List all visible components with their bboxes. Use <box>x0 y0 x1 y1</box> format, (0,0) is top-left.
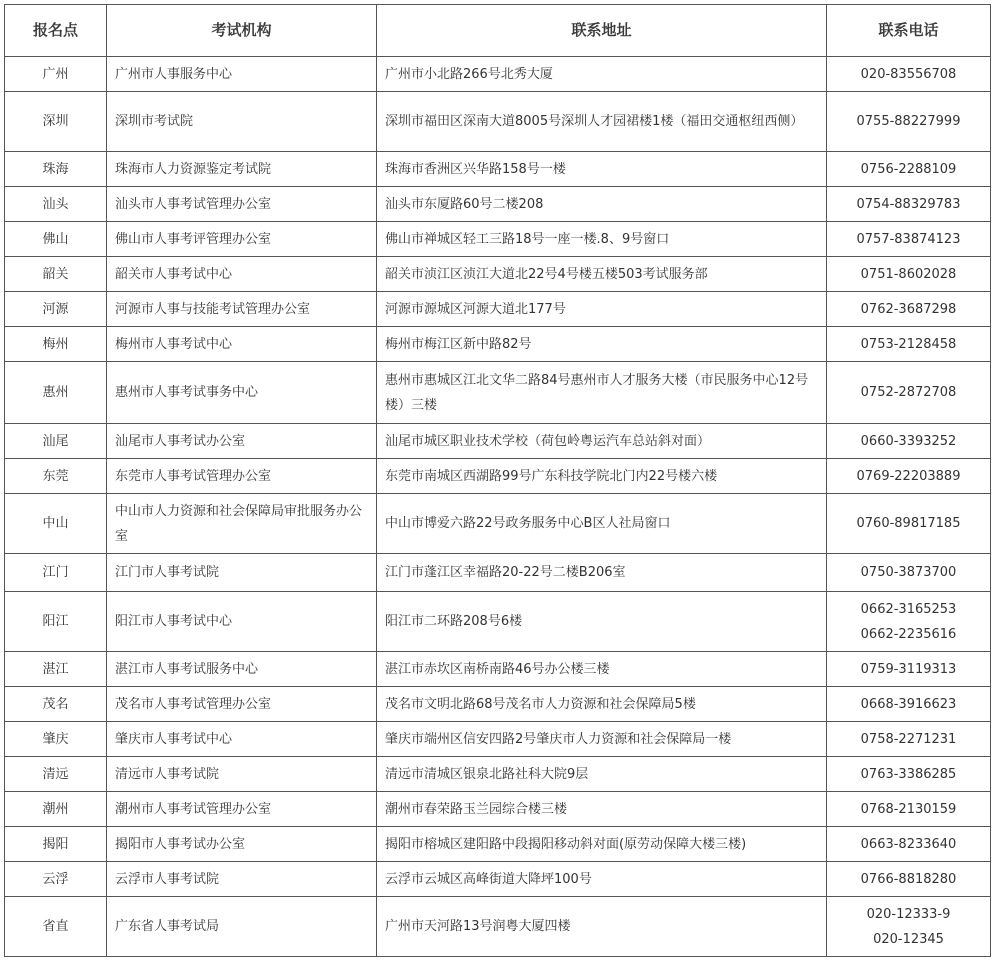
cell-phone <box>827 152 991 187</box>
cell-city: 河源 <box>5 292 107 327</box>
cell-address: 广州市小北路266号北秀大厦 <box>377 57 827 92</box>
cell-address: 云浮市云城区高峰街道大降坪100号 <box>377 862 827 897</box>
cell-address: 汕头市东厦路60号二楼208 <box>377 187 827 222</box>
phone-number: 020-83556708 <box>860 66 957 82</box>
cell-org: 惠州市人事考试事务中心 <box>107 362 377 424</box>
cell-city: 惠州 <box>5 362 107 424</box>
phone-number: 0769-22203889 <box>856 468 961 484</box>
phone-number: 020-12345 <box>873 931 944 947</box>
cell-org: 江门市人事考试院 <box>107 554 377 592</box>
column-header-org: 考试机构 <box>107 5 377 57</box>
cell-city: 潮州 <box>5 792 107 827</box>
cell-org: 东莞市人事考试管理办公室 <box>107 459 377 494</box>
table-row <box>5 327 991 362</box>
cell-org: 梅州市人事考试中心 <box>107 327 377 362</box>
cell-city: 汕头 <box>5 187 107 222</box>
cell-org: 广东省人事考试局 <box>107 897 377 957</box>
cell-address: 湛江市赤坎区南桥南路46号办公楼三楼 <box>377 652 827 687</box>
cell-phone <box>827 459 991 494</box>
cell-phone <box>827 687 991 722</box>
phone-number: 0758-2271231 <box>860 731 957 747</box>
cell-address: 东莞市南城区西湖路99号广东科技学院北门内22号楼六楼 <box>377 459 827 494</box>
cell-city: 江门 <box>5 554 107 592</box>
phone-number: 0766-8818280 <box>860 871 957 887</box>
table-row <box>5 652 991 687</box>
phone-number: 0753-2128458 <box>860 336 957 352</box>
cell-address: 阳江市二环路208号6楼 <box>377 592 827 652</box>
cell-address: 潮州市春荣路玉兰园综合楼三楼 <box>377 792 827 827</box>
exam-sites-table <box>4 4 991 957</box>
cell-address: 惠州市惠城区江北文华二路84号惠州市人才服务大楼（市民服务中心12号楼）三楼 <box>377 362 827 424</box>
phone-number: 0662-2235616 <box>860 626 957 642</box>
cell-org: 深圳市考试院 <box>107 92 377 152</box>
cell-city: 肇庆 <box>5 722 107 757</box>
cell-org: 韶关市人事考试中心 <box>107 257 377 292</box>
table-row <box>5 687 991 722</box>
table-row <box>5 592 991 652</box>
cell-phone <box>827 292 991 327</box>
cell-city: 梅州 <box>5 327 107 362</box>
phone-number: 0752-2872708 <box>860 385 957 400</box>
cell-phone <box>827 494 991 554</box>
cell-org: 清远市人事考试院 <box>107 757 377 792</box>
phone-number: 0757-83874123 <box>856 231 961 247</box>
cell-address: 深圳市福田区深南大道8005号深圳人才园裙楼1楼（福田交通枢纽西侧） <box>377 92 827 152</box>
cell-city: 省直 <box>5 897 107 957</box>
cell-address: 珠海市香洲区兴华路158号一楼 <box>377 152 827 187</box>
table-row <box>5 222 991 257</box>
table-row <box>5 92 991 152</box>
cell-city: 韶关 <box>5 257 107 292</box>
cell-org: 茂名市人事考试管理办公室 <box>107 687 377 722</box>
cell-phone <box>827 222 991 257</box>
cell-phone <box>827 327 991 362</box>
column-header-address: 联系地址 <box>377 5 827 57</box>
cell-org: 广州市人事服务中心 <box>107 57 377 92</box>
column-header-phone: 联系电话 <box>827 5 991 57</box>
cell-org: 揭阳市人事考试办公室 <box>107 827 377 862</box>
cell-phone <box>827 57 991 92</box>
cell-city: 清远 <box>5 757 107 792</box>
table-row <box>5 187 991 222</box>
table-row <box>5 152 991 187</box>
cell-city: 阳江 <box>5 592 107 652</box>
table-row <box>5 459 991 494</box>
cell-phone <box>827 92 991 152</box>
cell-city: 东莞 <box>5 459 107 494</box>
column-header-city: 报名点 <box>5 5 107 57</box>
cell-phone <box>827 862 991 897</box>
table-row <box>5 757 991 792</box>
table-header-row <box>5 5 991 57</box>
cell-city: 茂名 <box>5 687 107 722</box>
phone-number: 0750-3873700 <box>860 565 957 580</box>
cell-org: 湛江市人事考试服务中心 <box>107 652 377 687</box>
phone-number: 0760-89817185 <box>856 516 961 531</box>
cell-address: 江门市蓬江区幸福路20-22号二楼B206室 <box>377 554 827 592</box>
cell-city: 云浮 <box>5 862 107 897</box>
table-row <box>5 494 991 554</box>
cell-org: 阳江市人事考试中心 <box>107 592 377 652</box>
cell-address: 韶关市浈江区浈江大道北22号4号楼五楼503考试服务部 <box>377 257 827 292</box>
cell-phone <box>827 554 991 592</box>
cell-address: 茂名市文明北路68号茂名市人力资源和社会保障局5楼 <box>377 687 827 722</box>
cell-city: 湛江 <box>5 652 107 687</box>
cell-org: 汕尾市人事考试办公室 <box>107 424 377 459</box>
cell-address: 肇庆市端州区信安四路2号肇庆市人力资源和社会保障局一楼 <box>377 722 827 757</box>
table-row <box>5 257 991 292</box>
cell-address: 河源市源城区河源大道北177号 <box>377 292 827 327</box>
phone-number: 0754-88329783 <box>856 196 961 212</box>
table-row <box>5 792 991 827</box>
table-row <box>5 862 991 897</box>
cell-org: 中山市人力资源和社会保障局审批服务办公室 <box>107 494 377 554</box>
cell-city: 广州 <box>5 57 107 92</box>
phone-number: 0751-8602028 <box>860 266 957 282</box>
cell-address: 梅州市梅江区新中路82号 <box>377 327 827 362</box>
cell-city: 佛山 <box>5 222 107 257</box>
phone-number: 0755-88227999 <box>856 114 961 129</box>
phone-number: 0662-3165253 <box>860 601 957 617</box>
cell-phone <box>827 652 991 687</box>
phone-number: 0759-3119313 <box>860 661 957 677</box>
cell-phone <box>827 722 991 757</box>
cell-address: 中山市博爱六路22号政务服务中心B区人社局窗口 <box>377 494 827 554</box>
cell-org: 云浮市人事考试院 <box>107 862 377 897</box>
table-row <box>5 424 991 459</box>
table-row <box>5 897 991 957</box>
phone-number: 0660-3393252 <box>860 433 957 449</box>
cell-city: 珠海 <box>5 152 107 187</box>
cell-address: 揭阳市榕城区建阳路中段揭阳移动斜对面(原劳动保障大楼三楼) <box>377 827 827 862</box>
cell-org: 河源市人事与技能考试管理办公室 <box>107 292 377 327</box>
phone-number: 0762-3687298 <box>860 301 957 317</box>
cell-phone <box>827 257 991 292</box>
cell-address: 佛山市禅城区轻工三路18号一座一楼.8、9号窗口 <box>377 222 827 257</box>
cell-phone <box>827 187 991 222</box>
table-row <box>5 554 991 592</box>
table-row <box>5 57 991 92</box>
cell-org: 肇庆市人事考试中心 <box>107 722 377 757</box>
cell-org: 佛山市人事考评管理办公室 <box>107 222 377 257</box>
cell-phone <box>827 757 991 792</box>
cell-phone <box>827 362 991 424</box>
table-body <box>5 57 991 957</box>
cell-address: 汕尾市城区职业技术学校（荷包岭粤运汽车总站斜对面） <box>377 424 827 459</box>
cell-phone <box>827 827 991 862</box>
table-row <box>5 362 991 424</box>
cell-city: 揭阳 <box>5 827 107 862</box>
table-row <box>5 827 991 862</box>
cell-city: 中山 <box>5 494 107 554</box>
phone-number: 0663-8233640 <box>860 836 957 852</box>
phone-number: 0768-2130159 <box>860 801 957 817</box>
cell-org: 潮州市人事考试管理办公室 <box>107 792 377 827</box>
cell-phone <box>827 424 991 459</box>
cell-phone <box>827 792 991 827</box>
table-row <box>5 722 991 757</box>
phone-number: 020-12333-9 <box>866 906 951 922</box>
cell-city: 汕尾 <box>5 424 107 459</box>
phone-number: 0668-3916623 <box>860 696 957 712</box>
cell-org: 汕头市人事考试管理办公室 <box>107 187 377 222</box>
cell-org: 珠海市人力资源鉴定考试院 <box>107 152 377 187</box>
table-row <box>5 292 991 327</box>
cell-city: 深圳 <box>5 92 107 152</box>
phone-number: 0756-2288109 <box>860 161 957 177</box>
cell-phone <box>827 592 991 652</box>
cell-address: 广州市天河路13号润粤大厦四楼 <box>377 897 827 957</box>
phone-number: 0763-3386285 <box>860 766 957 782</box>
cell-address: 清远市清城区银泉北路社科大院9层 <box>377 757 827 792</box>
cell-phone <box>827 897 991 957</box>
